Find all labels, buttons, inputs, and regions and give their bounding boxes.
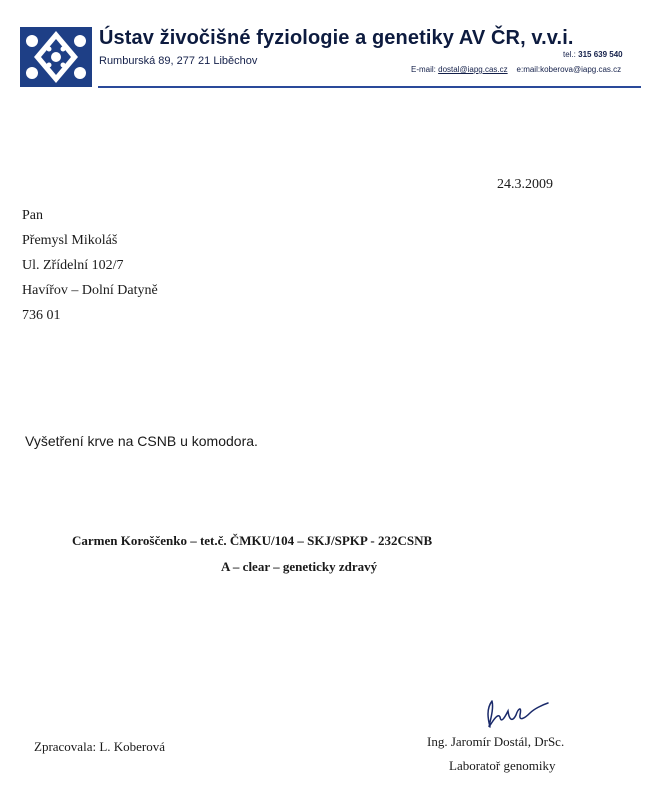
email-koberova: e:mail:koberova@iapg.cas.cz bbox=[516, 65, 622, 74]
recipient-salutation: Pan bbox=[22, 208, 43, 223]
recipient-city: Havířov – Dolní Datyně bbox=[22, 283, 158, 298]
handwritten-signature-icon bbox=[476, 697, 554, 731]
institute-logo-icon bbox=[20, 27, 92, 87]
result-line: A – clear – geneticky zdravý bbox=[221, 559, 378, 574]
signer-name: Ing. Jaromír Dostál, DrSc. bbox=[427, 734, 565, 749]
email-label: E-mail: bbox=[411, 65, 436, 74]
organization-address: Rumburská 89, 277 21 Liběchov bbox=[99, 55, 258, 67]
email-link-dostal[interactable]: dostal@iapg.cas.cz bbox=[438, 65, 508, 74]
telephone bbox=[563, 50, 623, 59]
processed-by: Zpracovala: L. Koberová bbox=[34, 739, 166, 754]
recipient-street: Ul. Zřídelní 102/7 bbox=[22, 258, 124, 273]
organization-name: Ústav živočišné fyziologie a genetiky AV ČR, v.v.i. bbox=[99, 27, 574, 49]
telephone-label: tel.: bbox=[563, 50, 576, 59]
telephone-number: 315 639 540 bbox=[578, 50, 623, 59]
email-line bbox=[411, 65, 621, 74]
recipient-name: Přemysl Mikoláš bbox=[22, 233, 118, 248]
recipient-zip: 736 01 bbox=[22, 308, 61, 323]
letter-date: 24.3.2009 bbox=[497, 177, 553, 192]
letter-subject: Vyšetření krve na CSNB u komodora. bbox=[25, 433, 258, 449]
signer-department: Laboratoř genomiky bbox=[449, 758, 556, 773]
header-divider bbox=[98, 86, 641, 88]
certificate-line: Carmen Koroščenko – tet.č. ČMKU/104 – SKJ/SPKP - 232CSNB bbox=[72, 533, 433, 548]
